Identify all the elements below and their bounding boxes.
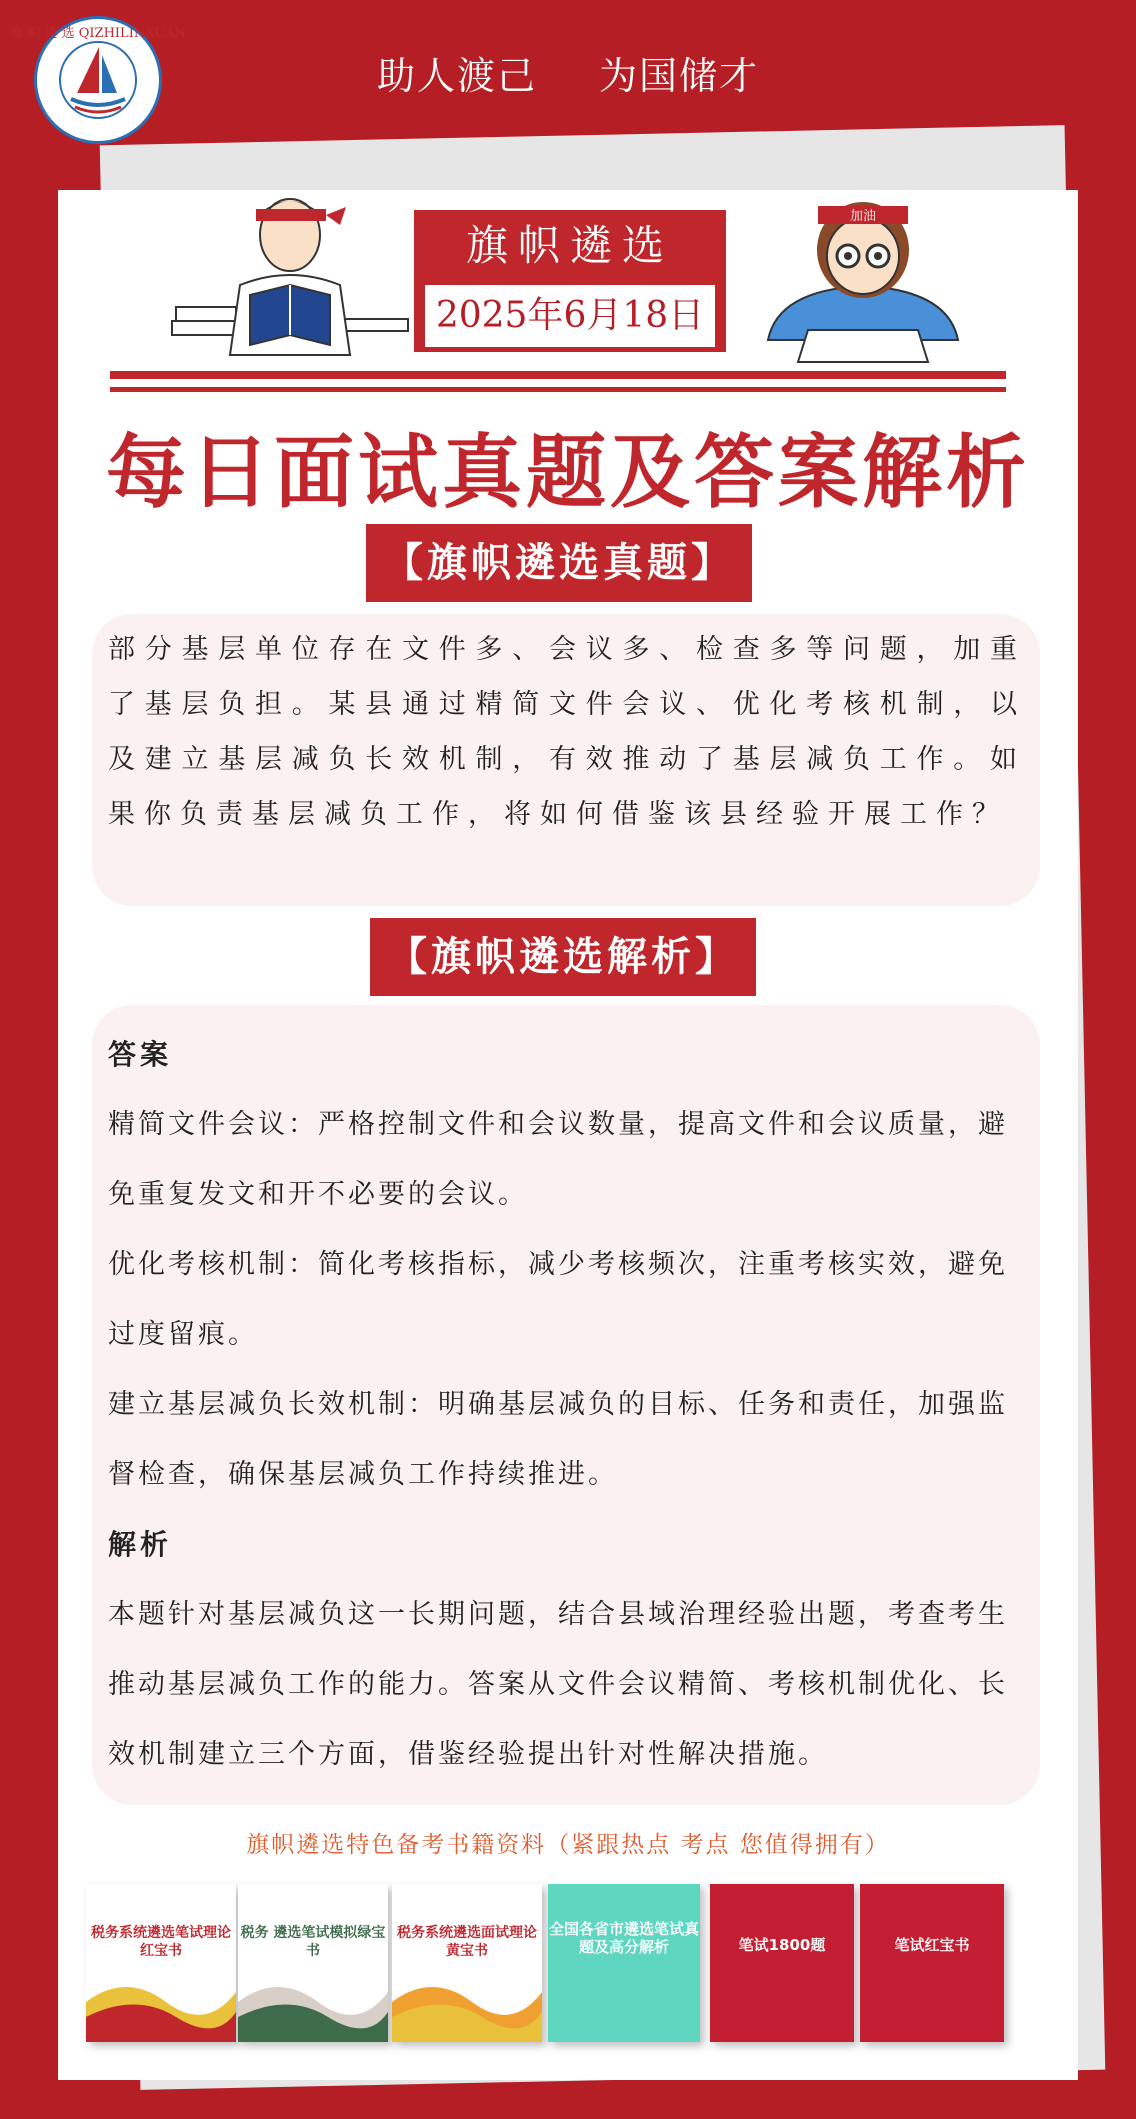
book-5[interactable] (710, 1884, 854, 2042)
girl-writing-illustration (748, 190, 978, 365)
motto (0, 45, 1136, 100)
logo-text: 旗 帜 遴 选 QIZHILINXUAN (10, 26, 186, 41)
book-2-title: 税务 遴选笔试模拟绿宝书 (240, 1925, 386, 1959)
question-tag: 【旗帜遴选真题】 (366, 524, 752, 602)
answer-paragraph-1: 精简文件会议：严格控制文件和会议数量，提高文件和会议质量，避免重复发文和开不必要的会议。 (108, 1109, 1008, 1210)
answer-paragraph-2: 优化考核机制：简化考核指标，减少考核频次，注重考核实效，避免过度留痕。 (108, 1249, 1008, 1350)
analysis-heading: 解析 (108, 1528, 173, 1561)
motto-right: 为国储才 (599, 54, 760, 98)
book-1-wave (86, 1972, 236, 2042)
book-3-wave (392, 1972, 542, 2042)
answer-heading: 答案 (108, 1038, 173, 1071)
question-text: 部分基层单位存在文件多、会议多、检查多等问题，加重了基层负担。某县通过精简文件会议、优化考核机制，以及建立基层减负长效机制，有效推动了基层减负工作。如果你负责基层减负工作，将如何借鉴该县经验开展工作？ (108, 634, 1026, 830)
page-title: 每日面试真题及答案解析 (106, 426, 1030, 519)
book-1[interactable] (86, 1884, 236, 2042)
answer-paragraph-3: 建立基层减负长效机制：明确基层减负的目标、任务和责任，加强监督检查，确保基层减负工作持续推进。 (108, 1389, 1008, 1490)
books-caption: 旗帜遴选特色备考书籍资料（紧跟热点 考点 您值得拥有） (246, 1832, 890, 1858)
title-stamp (414, 210, 726, 352)
book-4[interactable] (548, 1884, 700, 2042)
boy-reading-illustration (170, 185, 410, 365)
girl-headband-text: 加油 (849, 209, 877, 224)
analysis-tag: 【旗帜遴选解析】 (370, 918, 756, 996)
stamp-date: 2025年6月18日 (423, 283, 717, 349)
analysis-text (108, 1020, 1026, 1790)
stamp-title: 旗帜遴选 (465, 221, 674, 270)
book-1-title: 税务系统遴选笔试理论红宝书 (91, 1925, 231, 1959)
analysis-paragraph: 本题针对基层减负这一长期问题，结合县域治理经验出题，考查考生推动基层减负工作的能力。答案从文件会议精简、考核机制优化、长效机制建立三个方面，借鉴经验提出针对性解决措施。 (108, 1599, 1008, 1770)
book-3[interactable] (392, 1884, 542, 2042)
divider-thin (110, 387, 1006, 392)
motto-left: 助人渡己 (376, 54, 537, 98)
book-2-wave (238, 1972, 388, 2042)
divider-thick (110, 371, 1006, 379)
book-4-title: 全国各省市遴选笔试真题及高分解析 (548, 1920, 699, 1956)
book-5-title: 笔试1800题 (738, 1936, 826, 1954)
book-3-title: 税务系统遴选面试理论黄宝书 (397, 1925, 537, 1959)
book-6-title: 笔试红宝书 (894, 1936, 970, 1954)
book-6[interactable] (860, 1884, 1004, 2042)
book-2[interactable] (238, 1884, 388, 2042)
